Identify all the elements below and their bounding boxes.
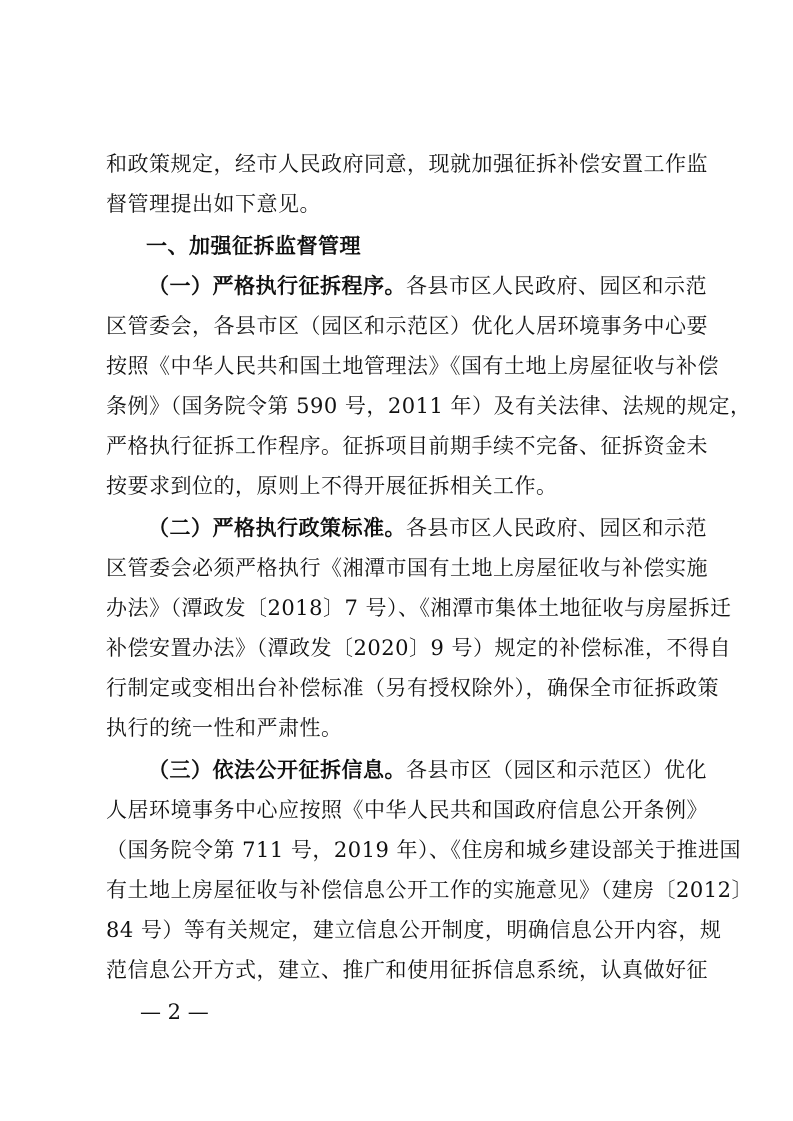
item3-line-5: 84 号）等有关规定，建立信息公开制度，明确信息公开内容，规 (106, 918, 722, 942)
item1-text: 各县市区人民政府、园区和示范 (406, 274, 707, 298)
item2-line-3: 办法》（潭政发〔2018〕7 号）、《湘潭市集体土地征收与房屋拆迁 (106, 596, 732, 620)
item3-title: （三）依法公开征拆信息。 (148, 758, 406, 782)
item1-line-2: 区管委会，各县市区（园区和示范区）优化人居环境事务中心要 (106, 314, 708, 338)
item3-first-line (148, 756, 738, 784)
item1-title: （一）严格执行征拆程序。 (148, 274, 406, 298)
item2-line-5: 行制定或变相出台补偿标准（另有授权除外），确保全市征拆政策 (106, 676, 719, 700)
page-number: — 2 — (140, 1000, 209, 1024)
item1-line-4: 条例》（国务院令第 590 号，2011 年）及有关法律、法规的规定， (106, 394, 752, 418)
item1-line-5: 严格执行征拆工作程序。征拆项目前期手续不完备、征拆资金未 (106, 434, 708, 458)
item3-line-4: 有土地上房屋征收与补偿信息公开工作的实施意见》（建房〔2012〕 (106, 878, 753, 902)
item1-line-6: 按要求到位的，原则上不得开展征拆相关工作。 (106, 474, 558, 498)
item3-text: 各县市区（园区和示范区）优化 (406, 758, 707, 782)
item2-line-6: 执行的统一性和严肃性。 (106, 716, 343, 740)
item2-first-line (148, 514, 738, 542)
item1-line-3: 按照《中华人民共和国土地管理法》《国有土地上房屋征收与补偿 (106, 354, 719, 378)
intro-line-2: 督管理提出如下意见。 (106, 192, 321, 216)
item2-line-2: 区管委会必须严格执行《湘潭市国有土地上房屋征收与补偿实施 (106, 556, 708, 580)
item2-text: 各县市区人民政府、园区和示范 (406, 516, 707, 540)
intro-line-1: 和政策规定，经市人民政府同意，现就加强征拆补偿安置工作监 (106, 152, 708, 176)
section-heading: 一、加强征拆监督管理 (146, 234, 361, 258)
item2-title: （二）严格执行政策标准。 (148, 516, 406, 540)
item2-line-4: 补偿安置办法》（潭政发〔2020〕9 号）规定的补偿标准，不得自 (106, 636, 731, 660)
item3-line-6: 范信息公开方式，建立、推广和使用征拆信息系统，认真做好征 (106, 958, 708, 982)
item3-line-2: 人居环境事务中心应按照《中华人民共和国政府信息公开条例》 (106, 798, 708, 822)
item3-line-3: （国务院令第 711 号，2019 年）、《住房和城乡建设部关于推进国 (106, 838, 742, 862)
item1-first-line (148, 272, 738, 300)
